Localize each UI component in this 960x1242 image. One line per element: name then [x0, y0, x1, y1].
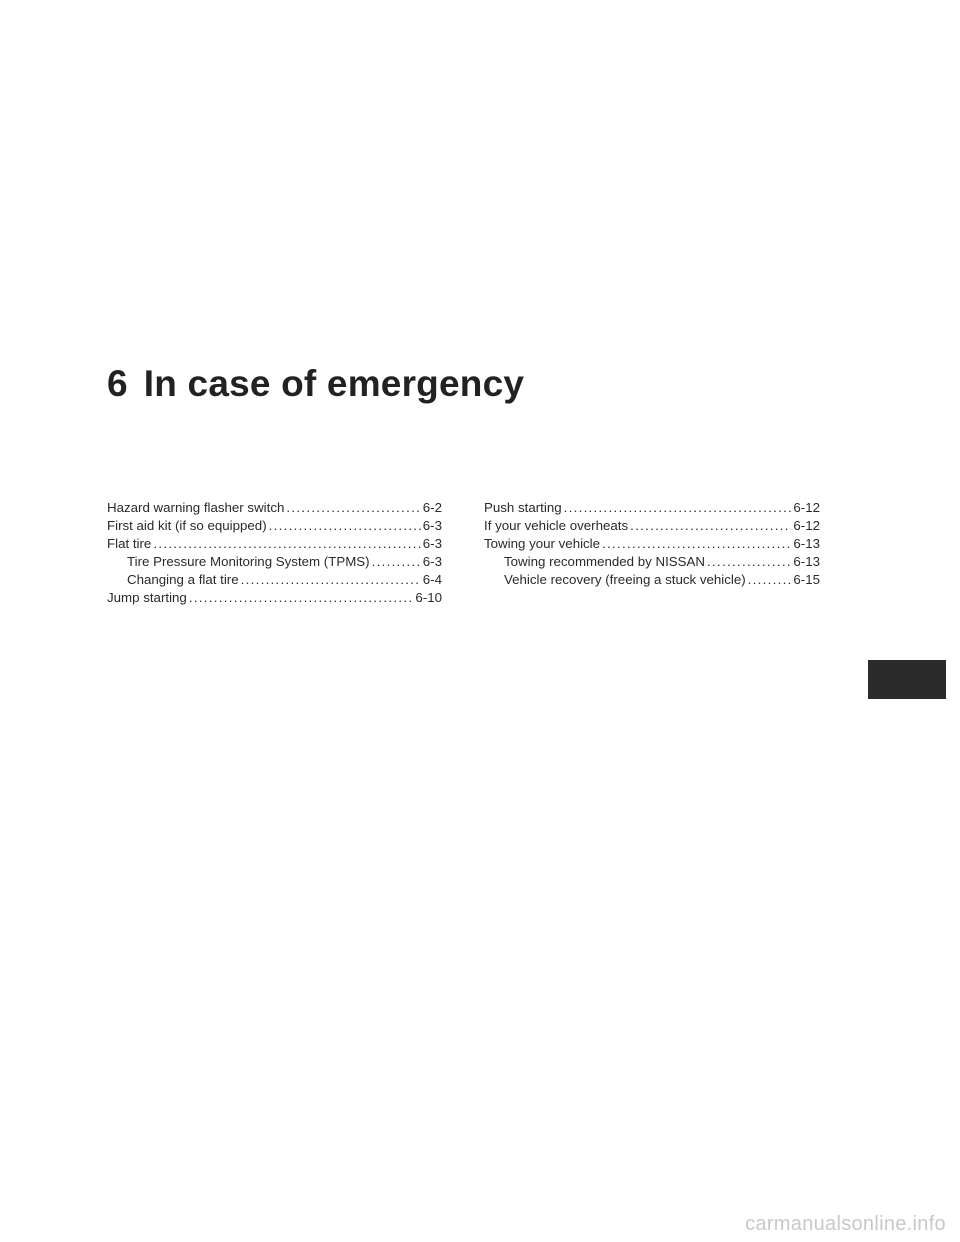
toc-subentry[interactable]: [107, 571, 442, 589]
toc-entry[interactable]: [107, 535, 442, 553]
toc-entry-label: First aid kit (if so equipped): [107, 518, 267, 533]
toc-leader-dots: [372, 553, 421, 571]
toc-entry-page: 6-2: [422, 500, 442, 515]
toc-entry[interactable]: [484, 535, 820, 553]
toc-leader-dots: [602, 535, 791, 553]
chapter-number: 6: [107, 363, 128, 404]
toc-entry-label: Vehicle recovery (freeing a stuck vehicle): [504, 572, 746, 587]
toc-entry-page: 6-15: [793, 572, 820, 587]
toc-entry-label: If your vehicle overheats: [484, 518, 629, 533]
toc-entry-label: Flat tire: [107, 536, 152, 551]
toc-entry-label: Towing recommended by NISSAN: [504, 554, 706, 569]
toc-entry-page: 6-12: [793, 518, 820, 533]
toc-subentry[interactable]: [484, 553, 820, 571]
toc-entry[interactable]: [107, 499, 442, 517]
toc-entry-label: Push starting: [484, 500, 562, 515]
toc-leader-dots: [189, 589, 414, 607]
chapter-title-text: In case of emergency: [143, 363, 525, 404]
toc-entry-label: Towing your vehicle: [484, 536, 601, 551]
toc-subentry[interactable]: [107, 553, 442, 571]
toc-leader-dots: [630, 517, 791, 535]
toc-entry[interactable]: [484, 499, 820, 517]
toc-subentry[interactable]: [484, 571, 820, 589]
toc-entry[interactable]: [107, 589, 442, 607]
toc-leader-dots: [564, 499, 792, 517]
toc-entry-label: Jump starting: [107, 590, 187, 605]
chapter-title: [107, 362, 524, 406]
toc-leader-dots: [286, 499, 420, 517]
toc-leader-dots: [707, 553, 791, 571]
toc-leader-dots: [153, 535, 420, 553]
toc-right-column: [484, 499, 820, 589]
toc-entry-label: Hazard warning flasher switch: [107, 500, 285, 515]
toc-entry-page: 6-3: [422, 518, 442, 533]
toc-leader-dots: [748, 571, 792, 589]
toc-entry[interactable]: [484, 517, 820, 535]
toc-leader-dots: [269, 517, 421, 535]
toc-left-column: [107, 499, 442, 607]
toc-entry-page: 6-13: [793, 554, 820, 569]
toc-entry-label: Tire Pressure Monitoring System (TPMS): [127, 554, 370, 569]
toc-leader-dots: [241, 571, 421, 589]
toc-entry-page: 6-13: [793, 536, 820, 551]
toc-entry-page: 6-4: [422, 572, 442, 587]
watermark: carmanualsonline.info: [745, 1213, 946, 1235]
toc-entry[interactable]: [107, 517, 442, 535]
toc-entry-label: Changing a flat tire: [127, 572, 239, 587]
chapter-thumb-tab: [868, 660, 946, 699]
toc-entry-page: 6-3: [422, 554, 442, 569]
toc-entry-page: 6-3: [422, 536, 442, 551]
toc-entry-page: 6-10: [415, 590, 442, 605]
toc-entry-page: 6-12: [793, 500, 820, 515]
